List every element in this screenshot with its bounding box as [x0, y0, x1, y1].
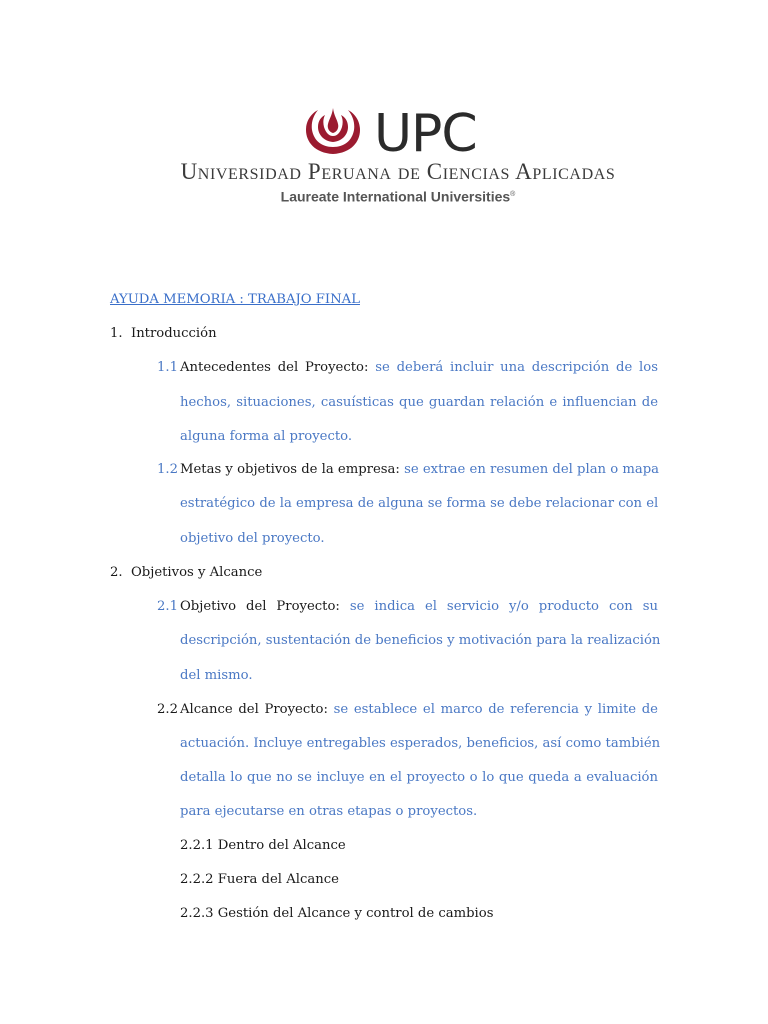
- list-item-2-2-3: 2.2.3 Gestión del Alcance y control de cambios: [180, 906, 494, 921]
- subsection-2-2-line-4: para ejecutarse en otras etapas o proyectos.: [180, 804, 478, 819]
- subsection-2-1-line-3: del mismo.: [180, 668, 253, 683]
- section-1: [110, 325, 217, 343]
- subsection-1-1-number: 1.1: [157, 360, 178, 375]
- section-2: [110, 564, 262, 582]
- subsection-1-2-title: Metas y objetivos de la empresa:: [180, 462, 400, 477]
- subsection-2-1-number: 2.1: [157, 599, 178, 614]
- subsection-2-2-line-1: [180, 701, 658, 719]
- subsection-2-2-text: se establece el marco de referencia y limite de: [333, 702, 658, 717]
- list-item-2-2-2: 2.2.2 Fuera del Alcance: [180, 872, 339, 887]
- subsection-1-1-line-2: hechos, situaciones, casuísticas que guardan relación e influencian de: [180, 395, 658, 410]
- section-2-title: Objetivos y Alcance: [130, 565, 263, 580]
- subsection-1-1-text: se deberá incluir una descripción de los: [375, 360, 658, 375]
- subsection-1-2-text: se extrae en resumen del plan o mapa: [404, 462, 660, 477]
- section-2-number: 2.: [110, 565, 123, 580]
- subsection-2-2-number: 2.2: [157, 702, 178, 717]
- upc-wordmark: UPC: [374, 104, 477, 164]
- upc-emblem-icon: [303, 106, 363, 158]
- subsection-2-1-line-1: [180, 598, 658, 616]
- subsection-2-1-line-2: descripción, sustentación de beneficios y motivación para la realización: [180, 633, 661, 648]
- subsection-1-2-line-2: estratégico de la empresa de alguna se forma se debe relacionar con el: [180, 496, 659, 511]
- subsection-1-1-title: Antecedentes del Proyecto:: [180, 360, 369, 375]
- network-name: [0, 186, 768, 206]
- network-name-text: Laureate International Universities: [280, 188, 511, 205]
- subsection-2-1-title: Objetivo del Proyecto:: [180, 599, 340, 614]
- subsection-1-2-line-1: [180, 461, 658, 479]
- section-1-title: Introducción: [130, 326, 217, 341]
- subsection-1-1-line-1: [180, 359, 658, 377]
- subsection-2-2-title: Alcance del Proyecto:: [180, 702, 328, 717]
- subsection-1-2-number: 1.2: [157, 462, 178, 477]
- university-name: Universidad Peruana de Ciencias Aplicadas: [180, 159, 616, 184]
- document-heading[interactable]: AYUDA MEMORIA : TRABAJO FINAL: [110, 292, 360, 307]
- subsection-1-1-line-3: alguna forma al proyecto.: [180, 429, 353, 444]
- list-item-2-2-1: 2.2.1 Dentro del Alcance: [180, 838, 346, 853]
- registered-mark: ®: [510, 191, 516, 198]
- subsection-2-2-line-2: actuación. Incluye entregables esperados, beneficios, así como también: [180, 736, 661, 751]
- upc-logo: [0, 100, 768, 210]
- subsection-2-1-text: se indica el servicio y/o producto con su: [349, 599, 658, 614]
- subsection-1-2-line-3: objetivo del proyecto.: [180, 531, 325, 546]
- section-1-number: 1.: [110, 326, 123, 341]
- subsection-2-2-line-3: detalla lo que no se incluye en el proyecto o lo que queda a evaluación: [180, 770, 658, 785]
